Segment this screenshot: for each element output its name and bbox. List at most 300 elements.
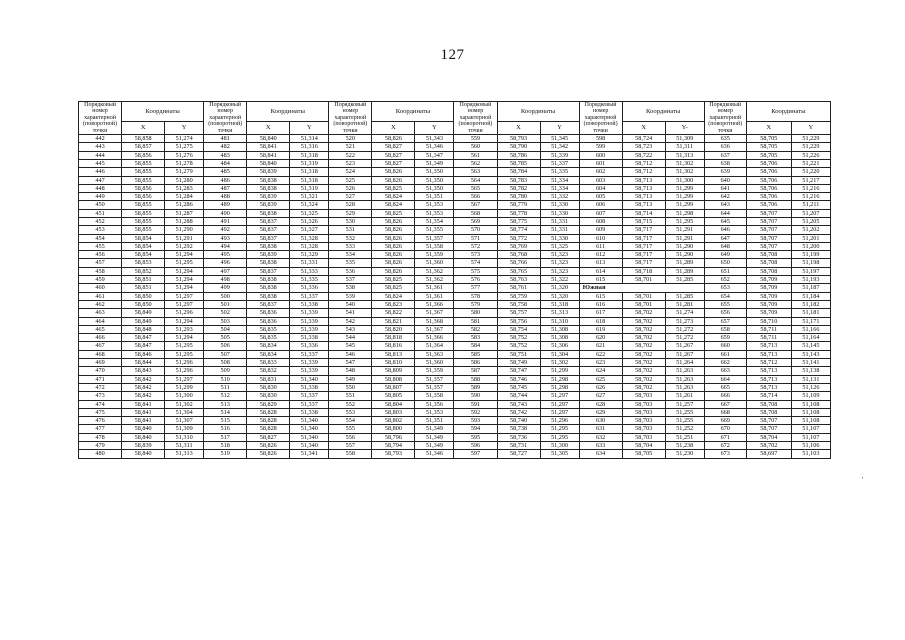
table-row: [79, 367, 831, 375]
x-value: 58,826: [372, 135, 415, 143]
x-value: 58,701: [622, 276, 665, 284]
table-row: [79, 433, 831, 441]
y-value: 51,331: [290, 259, 329, 267]
x-value: 58,826: [372, 242, 415, 250]
point-number: 591: [454, 400, 497, 408]
table-row: [79, 425, 831, 433]
x-value: 58,765: [497, 267, 540, 275]
point-number: 538: [329, 284, 372, 292]
page-number: 127: [440, 47, 465, 63]
x-value: 58,703: [622, 425, 665, 433]
point-number: 592: [454, 408, 497, 416]
y-value: 51,300: [540, 442, 579, 450]
y-value: 51,309: [165, 425, 204, 433]
y-header: Y: [290, 121, 329, 134]
point-number: 597: [454, 450, 497, 458]
x-header: X: [122, 121, 165, 134]
y-value: 51,290: [165, 226, 204, 234]
x-value: 58,841: [122, 408, 165, 416]
point-number: 598: [579, 135, 622, 143]
y-value: 51,339: [290, 367, 329, 375]
x-value: 58,834: [247, 342, 290, 350]
point-number: 522: [329, 151, 372, 159]
x-value: 58,847: [122, 342, 165, 350]
y-value: 51,267: [665, 350, 704, 358]
y-value: 51,304: [165, 408, 204, 416]
table-body: [79, 135, 831, 459]
x-value: 58,723: [622, 143, 665, 151]
point-number: 644: [704, 209, 746, 217]
point-number: 535: [329, 259, 372, 267]
point-number: 613: [579, 259, 622, 267]
y-value: 51,290: [665, 242, 704, 250]
x-header: X: [372, 121, 415, 134]
table-row: [79, 392, 831, 400]
y-value: 51,295: [165, 350, 204, 358]
y-value: 51,230: [665, 450, 704, 458]
x-header: X: [497, 121, 540, 134]
x-value: 58,827: [247, 433, 290, 441]
x-value: 58,702: [622, 342, 665, 350]
y-value: 51,291: [665, 234, 704, 242]
y-value: 51,323: [540, 251, 579, 259]
x-value: 58,826: [372, 234, 415, 242]
y-value: 51,319: [290, 159, 329, 167]
x-value: 58,838: [247, 259, 290, 267]
y-value: 51,368: [415, 317, 454, 325]
point-number: 449: [79, 193, 122, 201]
x-value: 58,838: [247, 284, 290, 292]
point-number: 463: [79, 309, 122, 317]
x-header: X: [746, 121, 791, 134]
x-value: 58,707: [746, 226, 791, 234]
y-value: 51,353: [415, 209, 454, 217]
x-value: 58,703: [622, 408, 665, 416]
x-value: 58,761: [497, 284, 540, 292]
point-number: 497: [204, 267, 247, 275]
y-value: 51,332: [540, 193, 579, 201]
point-number: 662: [704, 359, 746, 367]
y-value: 51,360: [415, 259, 454, 267]
y-value: 51,295: [165, 259, 204, 267]
y-value: 51,330: [540, 209, 579, 217]
y-value: 51,285: [665, 276, 704, 284]
x-value: 58,826: [372, 218, 415, 226]
point-number: 655: [704, 300, 746, 308]
x-value: 58,847: [122, 334, 165, 342]
point-number: 669: [704, 417, 746, 425]
x-value: 58,702: [622, 309, 665, 317]
point-number: 546: [329, 350, 372, 358]
point-number: 521: [329, 143, 372, 151]
y-value: 51,276: [165, 151, 204, 159]
y-value: 51,281: [665, 300, 704, 308]
y-value: 51,311: [165, 442, 204, 450]
y-value: 51,202: [791, 226, 830, 234]
point-number: 490: [204, 209, 247, 217]
y-value: 51,366: [415, 334, 454, 342]
point-number: 595: [454, 433, 497, 441]
y-value: 51,107: [791, 433, 830, 441]
y-value: 51,306: [540, 342, 579, 350]
point-number: 667: [704, 400, 746, 408]
x-value: 58,820: [372, 325, 415, 333]
y-value: 51,103: [791, 450, 830, 458]
point-number: 459: [79, 276, 122, 284]
y-value: 51,138: [791, 367, 830, 375]
x-value: 58,855: [122, 201, 165, 209]
y-value: 51,291: [665, 226, 704, 234]
point-number: 461: [79, 292, 122, 300]
point-number: 604: [579, 184, 622, 192]
point-number: 581: [454, 317, 497, 325]
y-value: 51,325: [540, 242, 579, 250]
x-value: 58,758: [497, 300, 540, 308]
x-value: 58,752: [497, 334, 540, 342]
y-value: 51,324: [290, 201, 329, 209]
point-number: 469: [79, 359, 122, 367]
y-value: 51,339: [540, 151, 579, 159]
x-value: 58,835: [247, 334, 290, 342]
point-number: 474: [79, 400, 122, 408]
y-value: 51,342: [540, 143, 579, 151]
y-value: 51,357: [415, 383, 454, 391]
x-value: 58,717: [622, 242, 665, 250]
x-value: 58,731: [497, 442, 540, 450]
x-value: 58,738: [497, 425, 540, 433]
point-number: 556: [329, 433, 372, 441]
point-number: 475: [79, 408, 122, 416]
table-row: [79, 400, 831, 408]
point-number: 486: [204, 176, 247, 184]
y-value: 51,274: [165, 135, 204, 143]
y-value: 51,351: [415, 417, 454, 425]
point-number: 495: [204, 251, 247, 259]
point-number: 602: [579, 168, 622, 176]
y-value: 51,263: [665, 383, 704, 391]
point-number: 623: [579, 359, 622, 367]
y-value: 51,347: [415, 151, 454, 159]
y-value: 51,267: [665, 342, 704, 350]
x-value: 58,709: [746, 284, 791, 292]
table-row: [79, 442, 831, 450]
x-header: X: [622, 121, 665, 134]
x-value: 58,842: [122, 383, 165, 391]
y-value: 51,288: [165, 218, 204, 226]
point-number: 570: [454, 226, 497, 234]
y-value: 51,300: [665, 176, 704, 184]
x-value: 58,816: [372, 342, 415, 350]
x-value: 58,786: [497, 151, 540, 159]
y-value: 51,263: [665, 367, 704, 375]
point-number: 455: [79, 242, 122, 250]
y-value: 51,217: [791, 176, 830, 184]
point-number: 596: [454, 442, 497, 450]
y-value: 51,298: [540, 383, 579, 391]
y-value: 51,280: [165, 176, 204, 184]
x-value: 58,740: [497, 417, 540, 425]
y-value: 51,359: [415, 367, 454, 375]
x-value: 58,824: [372, 292, 415, 300]
point-number: 594: [454, 425, 497, 433]
x-value: 58,828: [247, 425, 290, 433]
point-number: 554: [329, 417, 372, 425]
y-value: 51,141: [791, 359, 830, 367]
point-number: 479: [79, 442, 122, 450]
point-number: 444: [79, 151, 122, 159]
point-number: 566: [454, 193, 497, 201]
point-number: 519: [204, 450, 247, 458]
y-value: 51,252: [665, 425, 704, 433]
y-value: 51,299: [540, 367, 579, 375]
y-value: 51,308: [540, 325, 579, 333]
point-number: 529: [329, 209, 372, 217]
point-number: 494: [204, 242, 247, 250]
y-value: 51,334: [540, 176, 579, 184]
x-value: 58,826: [372, 176, 415, 184]
x-value: 58,804: [372, 400, 415, 408]
y-value: 51,302: [540, 359, 579, 367]
y-value: 51,359: [415, 251, 454, 259]
x-value: 58,701: [622, 292, 665, 300]
point-number: 510: [204, 375, 247, 383]
y-value: 51,221: [791, 159, 830, 167]
x-value: 58,838: [247, 209, 290, 217]
coordinates-header: Координаты: [622, 102, 704, 122]
point-number: 629: [579, 408, 622, 416]
x-value: 58,711: [746, 334, 791, 342]
y-value: 51,278: [165, 159, 204, 167]
x-value: 58,704: [622, 442, 665, 450]
x-value: 58,713: [746, 367, 791, 375]
point-number: 656: [704, 309, 746, 317]
y-value: 51,313: [665, 151, 704, 159]
x-value: 58,713: [622, 201, 665, 209]
y-value: 51,318: [290, 176, 329, 184]
x-value: 58,828: [247, 417, 290, 425]
x-value: 58,841: [247, 143, 290, 151]
x-value: 58,827: [372, 151, 415, 159]
y-value: 51,322: [540, 276, 579, 284]
point-number: 607: [579, 209, 622, 217]
x-value: 58,713: [622, 176, 665, 184]
y-value: 51,295: [665, 218, 704, 226]
x-value: 58,841: [247, 151, 290, 159]
x-value: 58,704: [746, 433, 791, 441]
x-value: 58,858: [122, 135, 165, 143]
x-value: 58,706: [746, 184, 791, 192]
point-number: 587: [454, 367, 497, 375]
y-value: 51,367: [415, 325, 454, 333]
point-number: 547: [329, 359, 372, 367]
x-value: 58,705: [746, 135, 791, 143]
point-number: 520: [329, 135, 372, 143]
x-value: 58,707: [746, 417, 791, 425]
point-number: 664: [704, 375, 746, 383]
table-row: [79, 317, 831, 325]
x-value: 58,703: [622, 392, 665, 400]
x-value: 58,784: [497, 168, 540, 176]
x-value: 58,707: [746, 425, 791, 433]
point-number: 514: [204, 408, 247, 416]
x-value: 58,825: [372, 284, 415, 292]
x-value: 58,843: [122, 367, 165, 375]
x-value: 58,841: [122, 417, 165, 425]
point-number: 590: [454, 392, 497, 400]
point-number: 553: [329, 408, 372, 416]
y-value: 51,362: [415, 267, 454, 275]
y-value: 51,109: [791, 392, 830, 400]
point-number: 548: [329, 367, 372, 375]
point-number-header: Порядковый номер характерной (поворотной) точки: [454, 102, 497, 135]
point-number: 539: [329, 292, 372, 300]
x-value: 58,757: [497, 309, 540, 317]
x-value: 58,837: [247, 267, 290, 275]
point-number: 516: [204, 425, 247, 433]
x-value: 58,856: [122, 184, 165, 192]
x-value: 58,783: [497, 176, 540, 184]
point-number: 540: [329, 300, 372, 308]
y-value: 51,251: [665, 433, 704, 441]
x-value: 58,702: [622, 383, 665, 391]
point-number: 643: [704, 201, 746, 209]
point-number: 501: [204, 300, 247, 308]
point-number: 549: [329, 375, 372, 383]
y-value: 51,314: [290, 135, 329, 143]
point-number: 625: [579, 375, 622, 383]
y-value: 51,284: [165, 193, 204, 201]
point-number: 575: [454, 267, 497, 275]
point-number: 660: [704, 342, 746, 350]
y-value: 51,337: [290, 292, 329, 300]
point-number: 525: [329, 176, 372, 184]
y-value: 51,304: [540, 350, 579, 358]
x-value: 58,710: [746, 317, 791, 325]
x-value: 58,702: [622, 325, 665, 333]
y-value: 51,336: [290, 284, 329, 292]
point-number: 641: [704, 184, 746, 192]
y-value: 51,198: [791, 259, 830, 267]
x-value: 58,722: [622, 151, 665, 159]
y-value: 51,307: [165, 417, 204, 425]
point-number: 517: [204, 433, 247, 441]
y-value: 51,108: [791, 408, 830, 416]
point-number: 605: [579, 193, 622, 201]
y-value: 51,299: [665, 184, 704, 192]
x-value: 58,769: [497, 242, 540, 250]
coordinates-header: Координаты: [497, 102, 579, 122]
y-value: 51,358: [415, 242, 454, 250]
y-value: 51,285: [665, 292, 704, 300]
x-value: 58,855: [122, 168, 165, 176]
x-value: 58,838: [247, 184, 290, 192]
x-value: 58,713: [746, 350, 791, 358]
x-value: 58,855: [122, 226, 165, 234]
y-value: 51,346: [415, 143, 454, 151]
x-value: 58,826: [372, 226, 415, 234]
y-value: 51,320: [540, 292, 579, 300]
x-value: 58,790: [497, 143, 540, 151]
y-value: 51,340: [290, 425, 329, 433]
x-value: 58,829: [247, 400, 290, 408]
point-number: 500: [204, 292, 247, 300]
y-header: Y: [540, 121, 579, 134]
point-number: 647: [704, 234, 746, 242]
y-header: Y-: [665, 121, 704, 134]
y-value: 51,335: [540, 168, 579, 176]
table-row: [79, 450, 831, 458]
y-value: 51,229: [791, 135, 830, 143]
point-number: 476: [79, 417, 122, 425]
point-number: 526: [329, 184, 372, 192]
x-value: 58,717: [622, 259, 665, 267]
point-number: 504: [204, 325, 247, 333]
point-number-header: Порядковый номер характерной (поворотной) точки: [579, 102, 622, 135]
y-value: 51,309: [665, 135, 704, 143]
y-value: 51,302: [165, 400, 204, 408]
x-value: 58,855: [122, 218, 165, 226]
x-value: 58,837: [247, 234, 290, 242]
table-row: [79, 375, 831, 383]
point-number: 523: [329, 159, 372, 167]
y-value: 51,311: [665, 143, 704, 151]
point-number: 653: [704, 284, 746, 292]
y-value: 51,339: [290, 317, 329, 325]
point-number: 480: [79, 450, 122, 458]
y-value: 51,316: [290, 143, 329, 151]
point-number: 492: [204, 226, 247, 234]
y-value: 51,296: [165, 359, 204, 367]
y-value: 51,362: [415, 276, 454, 284]
point-number: 651: [704, 267, 746, 275]
y-value: 51,201: [791, 234, 830, 242]
point-number: 572: [454, 242, 497, 250]
point-number: 531: [329, 226, 372, 234]
y-value: 51,229: [791, 143, 830, 151]
y-value: 51,226: [791, 151, 830, 159]
y-value: 51,294: [165, 267, 204, 275]
point-number: 493: [204, 234, 247, 242]
x-value: 58,708: [746, 251, 791, 259]
x-value: 58,709: [746, 300, 791, 308]
x-value: 58,813: [372, 350, 415, 358]
y-value: 51,298: [540, 375, 579, 383]
y-value: 51,318: [290, 168, 329, 176]
x-value: 58,803: [372, 408, 415, 416]
x-value: 58,713: [746, 342, 791, 350]
x-value: 58,796: [372, 433, 415, 441]
point-number: 536: [329, 267, 372, 275]
y-value: 51,264: [665, 359, 704, 367]
table-row: [79, 267, 831, 275]
coordinates-header: Координаты: [247, 102, 329, 122]
point-number: 511: [204, 383, 247, 391]
table-row: [79, 417, 831, 425]
y-value: 51,339: [290, 309, 329, 317]
x-value: 58,759: [497, 292, 540, 300]
point-number: 657: [704, 317, 746, 325]
point-number: 668: [704, 408, 746, 416]
y-value: 51,193: [791, 276, 830, 284]
point-number: 499: [204, 284, 247, 292]
table-row: [79, 176, 831, 184]
point-number: 524: [329, 168, 372, 176]
x-value: 58,851: [122, 284, 165, 292]
y-value: 51,326: [290, 218, 329, 226]
y-value: 51,299: [665, 201, 704, 209]
y-value: 51,294: [165, 317, 204, 325]
x-value: 58,831: [247, 375, 290, 383]
